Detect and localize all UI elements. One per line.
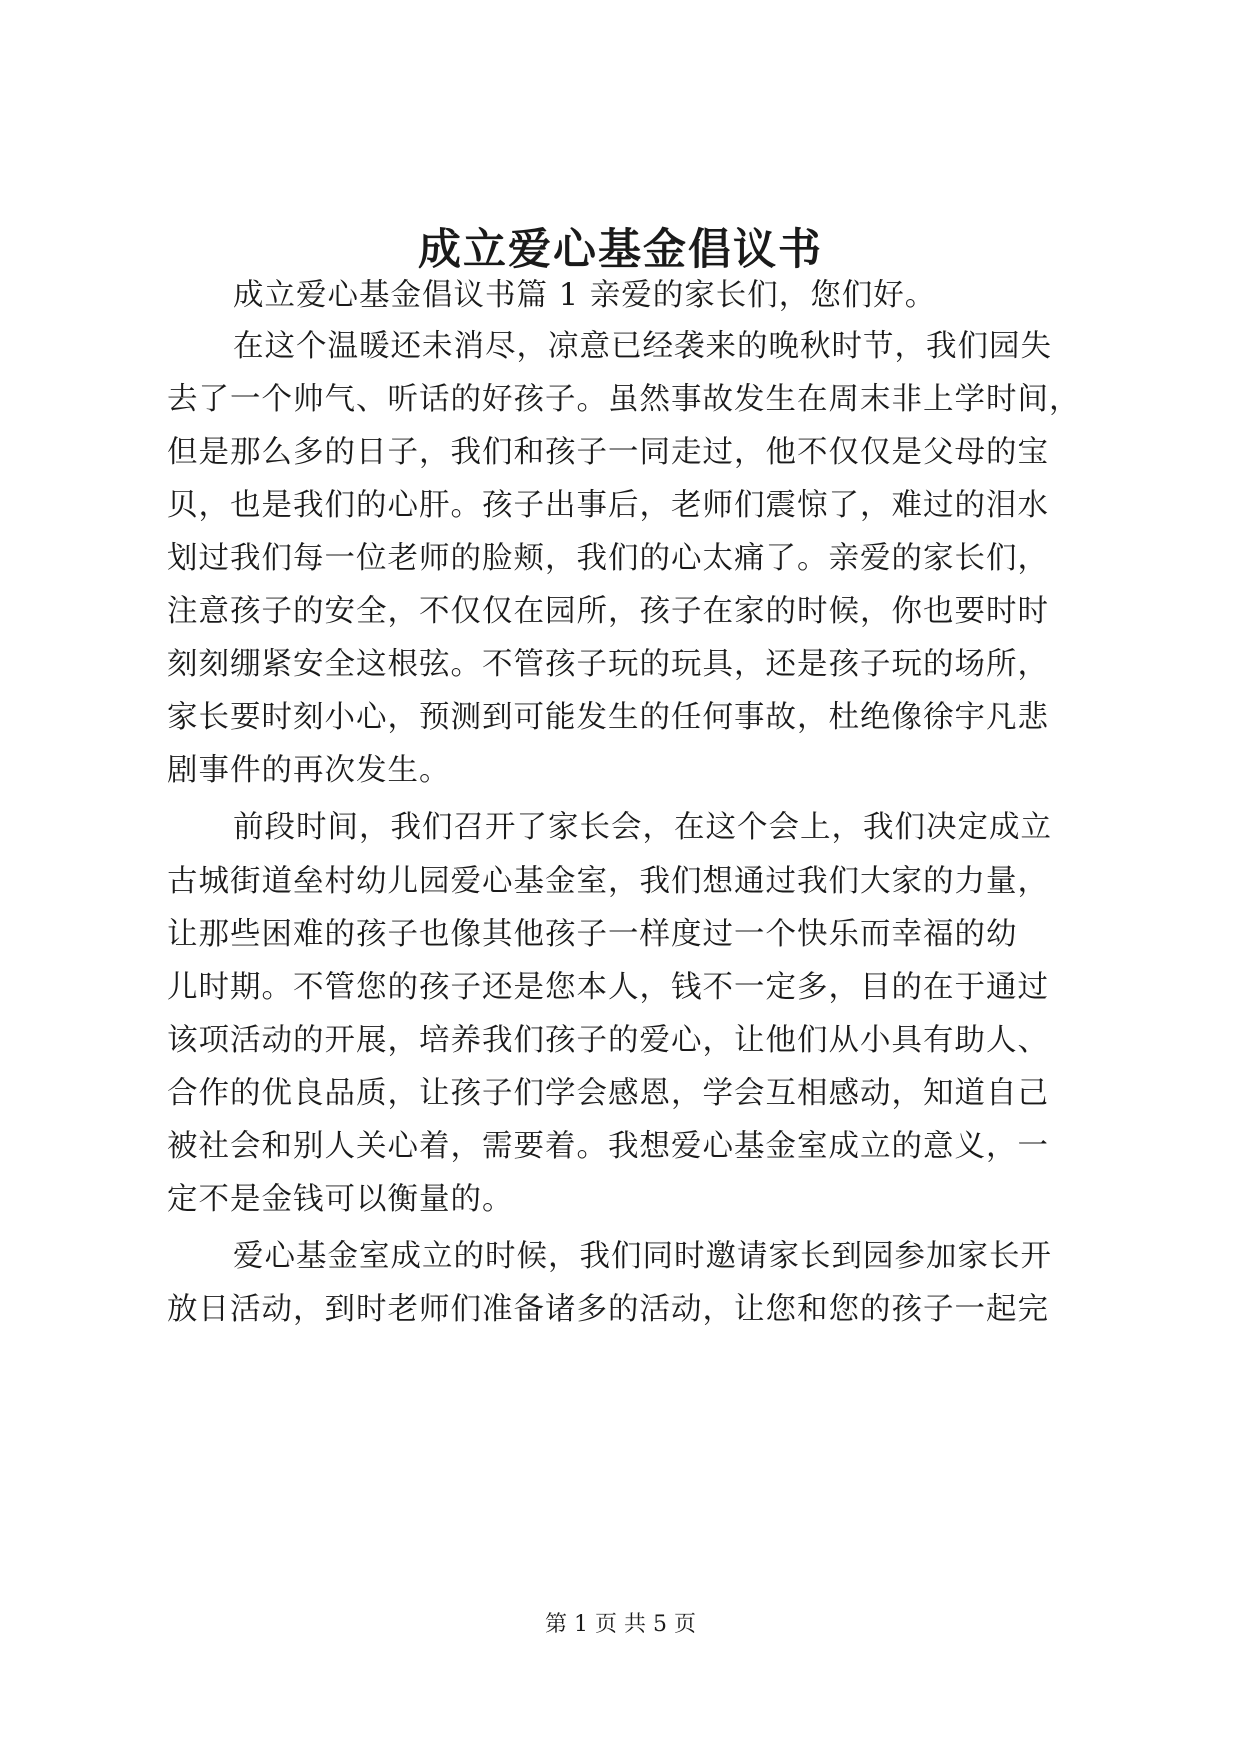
body-line: 划过我们每一位老师的脸颊，我们的心太痛了。亲爱的家长们，: [167, 541, 1049, 576]
body-line: 贝，也是我们的心肝。孩子出事后，老师们震惊了，难过的泪水: [167, 488, 1049, 523]
body-line: 注意孩子的安全，不仅仅在园所，孩子在家的时候，你也要时时: [167, 594, 1049, 629]
body-line: 但是那么多的日子，我们和孩子一同走过，他不仅仅是父母的宝: [167, 435, 1049, 470]
body-line: 合作的优良品质，让孩子们学会感恩，学会互相感动，知道自己: [167, 1076, 1049, 1111]
body-line: 让那些困难的孩子也像其他孩子一样度过一个快乐而幸福的幼: [167, 917, 1018, 952]
document-title: 成立爱心基金倡议书: [418, 225, 823, 275]
body-line: 古城街道垒村幼儿园爱心基金室，我们想通过我们大家的力量，: [167, 864, 1049, 899]
body-line: 前段时间，我们召开了家长会，在这个会上，我们决定成立: [233, 810, 1052, 845]
body-line: 定不是金钱可以衡量的。: [167, 1182, 514, 1217]
body-line: 该项活动的开展，培养我们孩子的爱心，让他们从小具有助人、: [167, 1023, 1049, 1058]
body-line: 刻刻绷紧安全这根弦。不管孩子玩的玩具，还是孩子玩的场所，: [167, 647, 1049, 682]
body-line: 爱心基金室成立的时候，我们同时邀请家长到园参加家长开: [233, 1239, 1052, 1274]
body-line: 成立爱心基金倡议书篇 1 亲爱的家长们，您们好。: [233, 278, 937, 313]
body-line: 放日活动，到时老师们准备诸多的活动，让您和您的孩子一起完: [167, 1292, 1049, 1327]
body-line: 去了一个帅气、听话的好孩子。虽然事故发生在周末非上学时间，: [167, 382, 1081, 417]
body-line: 儿时期。不管您的孩子还是您本人，钱不一定多，目的在于通过: [167, 970, 1049, 1005]
body-line: 在这个温暖还未消尽，凉意已经袭来的晚秋时节，我们园失: [233, 329, 1052, 364]
page-number-footer: 第 1 页 共 5 页: [545, 1612, 696, 1637]
body-line: 家长要时刻小心，预测到可能发生的任何事故，杜绝像徐宇凡悲: [167, 700, 1049, 735]
body-line: 剧事件的再次发生。: [167, 753, 451, 788]
body-line: 被社会和别人关心着，需要着。我想爱心基金室成立的意义，一: [167, 1129, 1049, 1164]
